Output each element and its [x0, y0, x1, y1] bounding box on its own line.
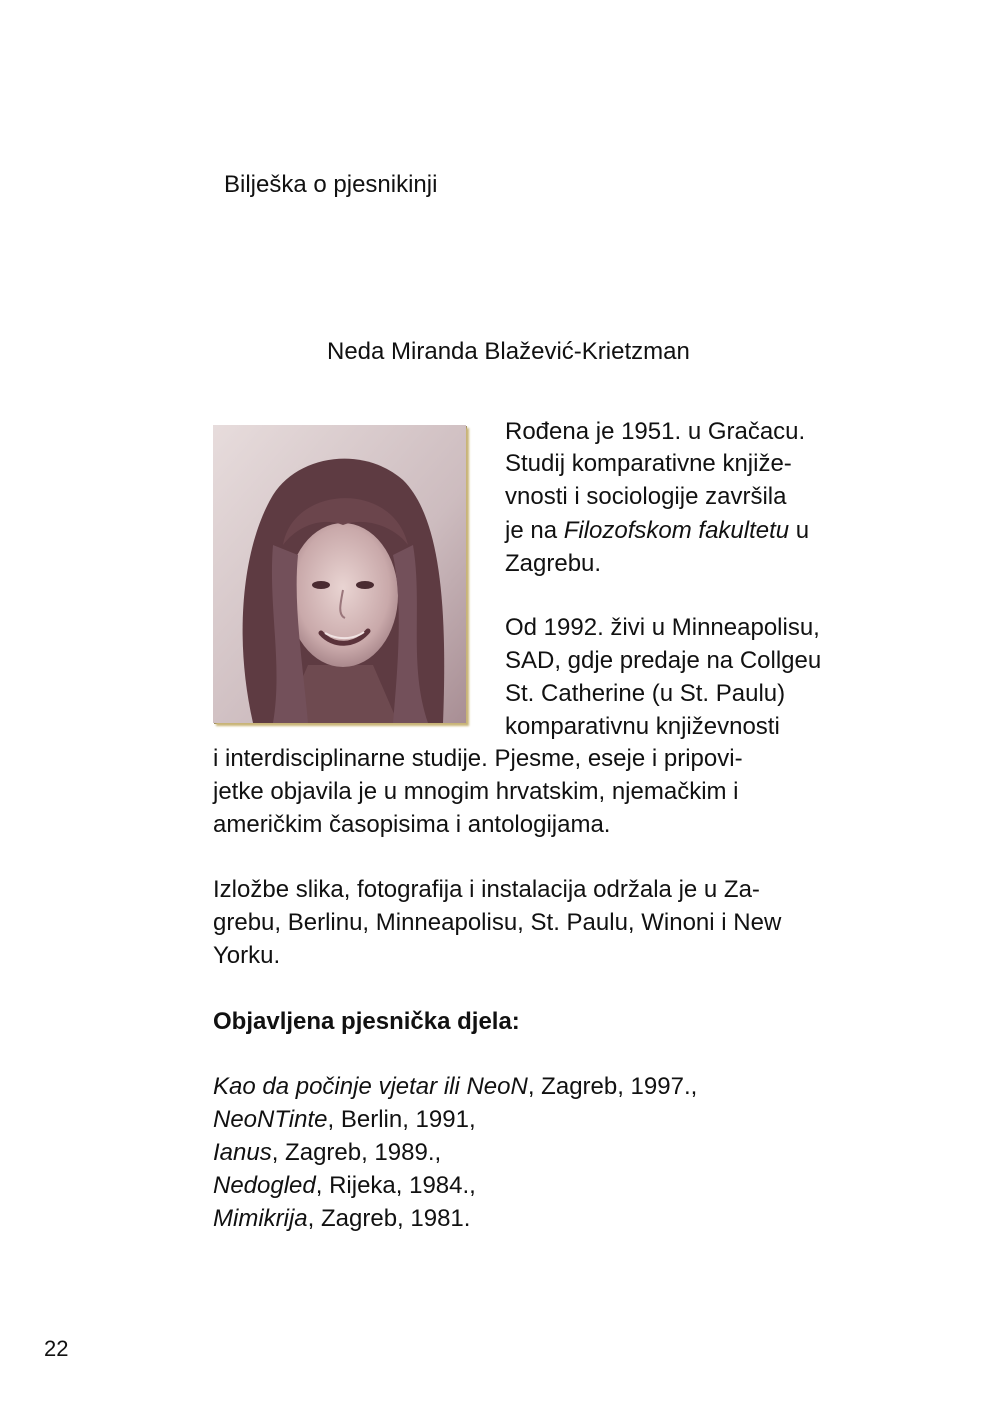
- author-name: Neda Miranda Blažević-Krietzman: [327, 338, 690, 365]
- bio-p1-line-2: Studij komparativne knjiže-: [505, 450, 792, 477]
- work-details: , Zagreb, 1989.,: [271, 1139, 442, 1166]
- work-item: [213, 1071, 697, 1103]
- work-details: , Berlin, 1991,: [327, 1106, 476, 1133]
- work-title: Mimikrija: [213, 1205, 308, 1232]
- work-item: [213, 1170, 476, 1202]
- section-title: Bilješka o pjesnikinji: [224, 171, 438, 198]
- faculty-name: Filozofskom fakultetu: [563, 517, 790, 544]
- bio-p1-line-5: Zagrebu.: [505, 550, 602, 577]
- bio-p2-line-6: jetke objavila je u mnogim hrvatskim, njemačkim i: [213, 778, 739, 805]
- work-title: Kao da počinje vjetar ili NeoN: [213, 1073, 528, 1100]
- bio-p2-line-3: St. Catherine (u St. Paulu): [505, 680, 786, 707]
- bio-p3-line-1: Izložbe slika, fotografija i instalacija održala je u Za-: [213, 876, 760, 903]
- works-heading: Objavljena pjesnička djela:: [213, 1008, 520, 1035]
- work-title: Ianus: [213, 1139, 272, 1166]
- work-details: , Rijeka, 1984.,: [315, 1172, 476, 1199]
- bio-p2-line-7: američkim časopisima i antologijama.: [213, 811, 611, 838]
- bio-p3-line-3: Yorku.: [213, 942, 281, 969]
- bio-p3-line-2: grebu, Berlinu, Minneapolisu, St. Paulu, Winoni i New: [213, 909, 782, 936]
- bio-p2-line-4: komparativnu književnosti: [505, 713, 780, 740]
- bio-p2-line-5: i interdisciplinarne studije. Pjesme, eseje i pripovi-: [213, 745, 743, 772]
- text-segment: u: [789, 517, 810, 544]
- work-item: [213, 1203, 470, 1235]
- work-title: Nedogled: [213, 1172, 316, 1199]
- bio-p1-line-1: Rođena je 1951. u Gračacu.: [505, 418, 806, 445]
- work-details: , Zagreb, 1997.,: [527, 1073, 698, 1100]
- page-number: 22: [44, 1336, 69, 1361]
- work-item: [213, 1104, 476, 1136]
- work-title: NeoNTinte: [213, 1106, 328, 1133]
- bio-p2-line-2: SAD, gdje predaje na Collgeu: [505, 647, 822, 674]
- bio-p1-line-4: [505, 515, 809, 547]
- bio-p2-line-1: Od 1992. živi u Minneapolisu,: [505, 614, 820, 641]
- work-item: [213, 1137, 441, 1169]
- author-portrait: [213, 425, 466, 723]
- bio-p1-line-3: vnosti i sociologije završila: [505, 483, 787, 510]
- text-segment: je na: [505, 517, 564, 544]
- work-details: , Zagreb, 1981.: [307, 1205, 471, 1232]
